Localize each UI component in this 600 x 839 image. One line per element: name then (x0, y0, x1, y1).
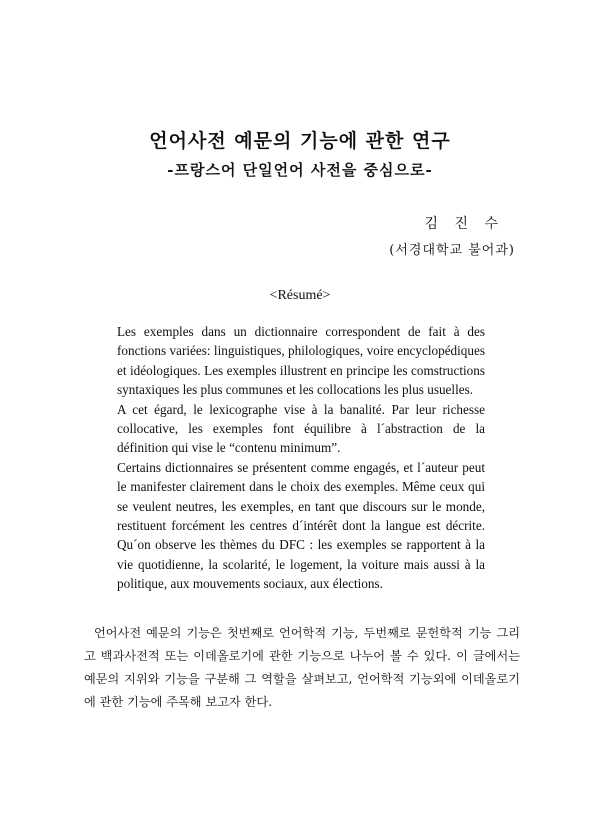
resume-paragraph: Les exemples dans un dictionnaire correspondent de fait à des fonctions variées: linguistiques, philologiques, voire encyclopédiques et idéologiques. Les exemples illustrent en principe les comstructions syntaxiques les plus communes et les collocations les plus usuelles. (117, 324, 485, 398)
resume-paragraph: A cet égard, le lexicographe vise à la banalité. Par leur richesse collocative, les exemples font équilibre à l´abstraction de la définition qui vise le “contenu minimum”. (117, 401, 485, 456)
resume-heading: <Résumé> (269, 288, 331, 303)
resume-paragraph: Certains dictionnaires se présentent comme engagés, et l´auteur peut le manifester clairement dans le choix des exemples. Même ceux qui se veulent neutres, les exemples, en tant que discours sur le monde, restituent forcément les centres d´intérêt dont la langue est décrite. Qu´on observe les thèmes du DFC : les exemples se rapportent à la vie quotidienne, la scolarité, le logement, la voiture mais aussi à la politique, aux mouvements sociaux, aux élections. (117, 459, 485, 592)
paper-title: 언어사전 예문의 기능에 관한 연구 (149, 130, 451, 152)
resume-abstract (117, 322, 485, 594)
author-affiliation: (서경대학교 불어과) (389, 243, 515, 258)
author-name: 김 진 수 (424, 216, 504, 232)
paper-subtitle: -프랑스어 단일언어 사전을 중심으로- (167, 161, 433, 179)
body-paragraph: 언어사전 예문의 기능은 첫번째로 언어학적 기능, 두번째로 문헌학적 기능 그리고 백과사전적 또는 이데올로기에 관한 기능으로 나누어 볼 수 있다. 이 글에서는 예문의 지위와 기능을 구분해 그 역할을 살펴보고, 언어학적 기능외에 이데올로기에 관한 기능에 주목해 보고자 한다. (84, 626, 520, 709)
